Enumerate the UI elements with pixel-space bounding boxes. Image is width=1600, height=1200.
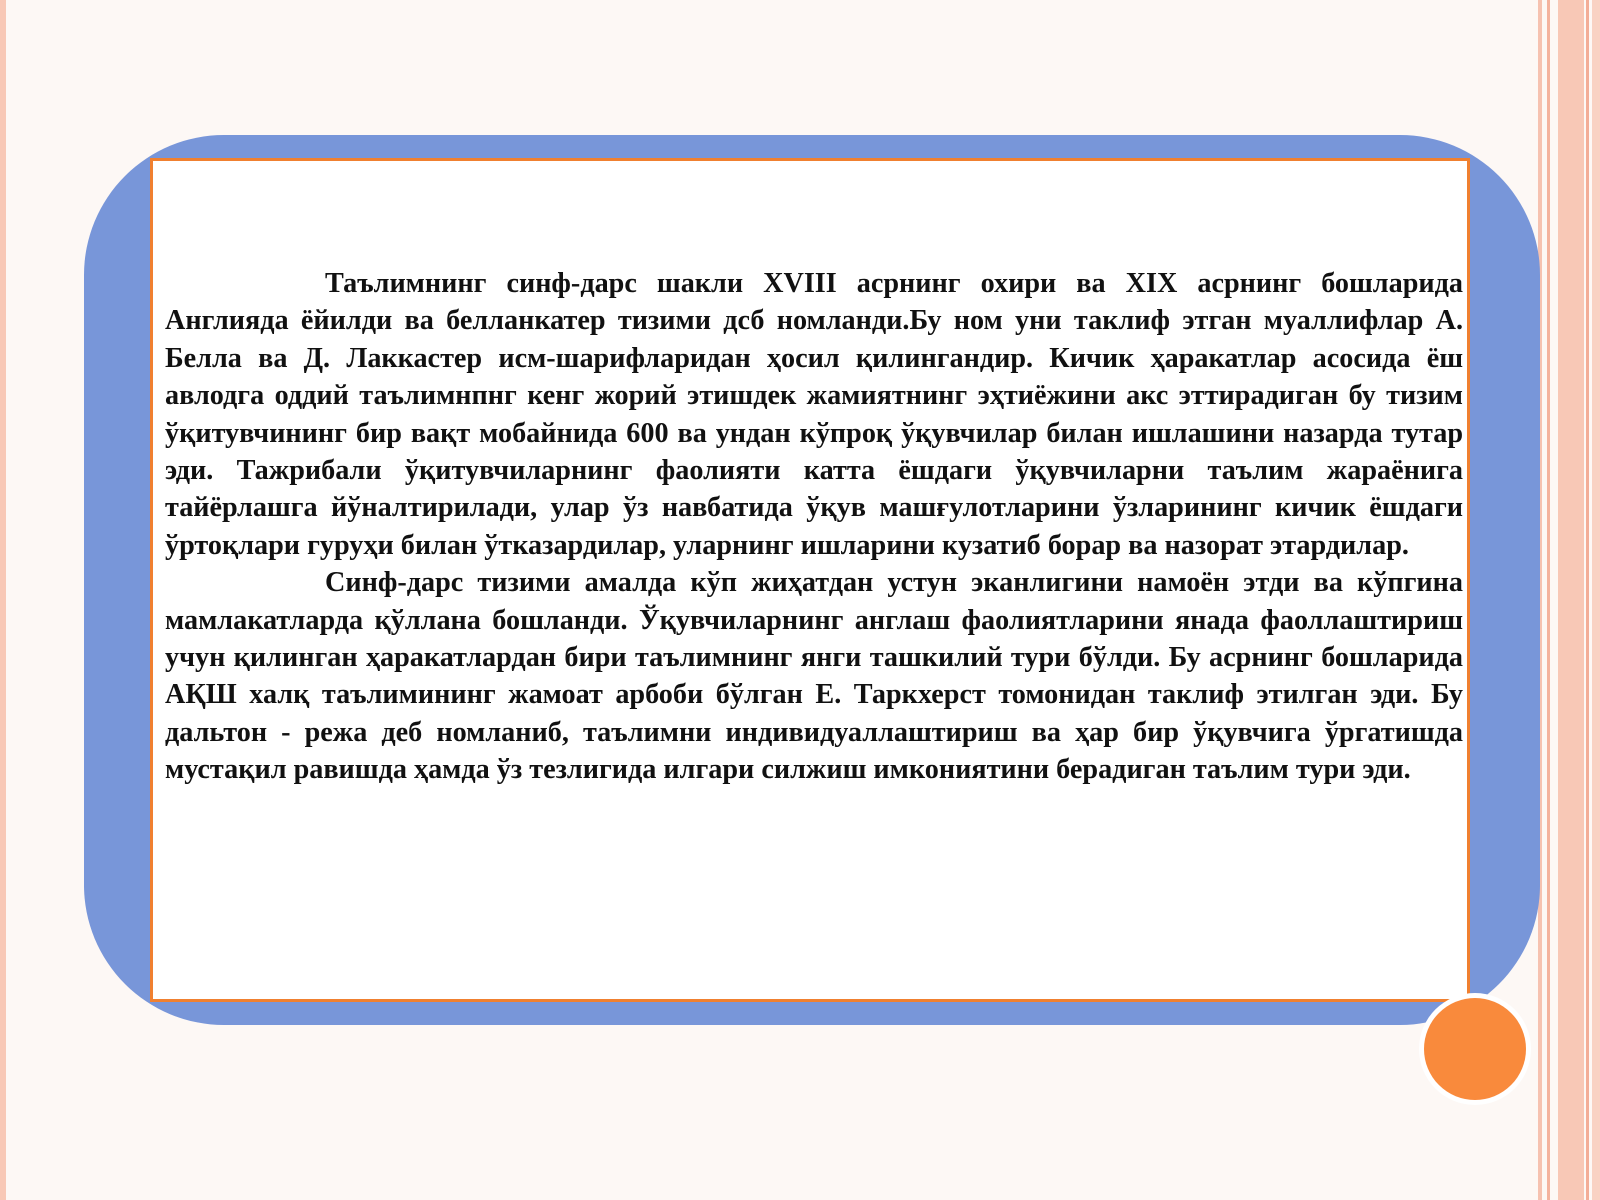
paragraph-2: Синф-дарс тизими амалда кўп жиҳатдан устун эканлигини намоён этди ва кўпгина мамлакатларда қўллана бошланди. Ўқувчиларнинг англаш фаолиятларини янада фаоллаштириш учун қилинган ҳаракатлардан бири таълимнинг янги ташкилий тури бўлди. Бу асрнинг бошларида АҚШ халқ таълимининг жамоат арбоби бўлган Е. Таркхерст томонидан таклиф этилган эди. Бу дальтон - режа деб номланиб, таълимни индивидуаллаштириш ва ҳар бир ўқувчига ўргатишда мустақил равишда ҳамда ўз тезлигида илгари силжиш имкониятини берадиган таълим тури эди. bbox=[165, 567, 1463, 786]
right-edge-stripes bbox=[1538, 0, 1600, 1200]
left-edge-stripe bbox=[0, 0, 6, 1200]
edge-stripe bbox=[1592, 0, 1600, 1200]
edge-stripe bbox=[1547, 0, 1550, 1200]
paragraph-1: Таълимнинг синф-дарс шакли XVIII асрнинг охири ва XIX асрнинг бошларида Англияда ёйилди ва белланкатер тизими дсб номланди.Бу ном уни таклиф этган муаллифлар А. Белла ва Д. Лаккастер исм-шарифларидан ҳосил қилингандир. Кичик ҳаракатлар асосида ёш авлодга оддий таълимнпнг кенг жорий этишдек жамиятнинг эҳтиёжини акс эттирадиган бу тизим ўқитувчининг бир вақт мобайнида 600 ва ундан кўпроқ ўқувчилар билан ишлашини назарда тутар эди. Тажрибали ўқитувчиларнинг фаолияти катта ёшдаги ўқувчиларни таълим жараёнига тайёрлашга йўналтирилади, улар ўз навбатида ўқув машғулотларини ўзларининг кичик ёшдаги ўртоқлари гуруҳи билан ўтказардилар, уларнинг ишларини кузатиб борар ва назорат этардилар. bbox=[165, 268, 1463, 561]
slide-body-text bbox=[165, 265, 1463, 789]
orange-accent-circle bbox=[1424, 998, 1526, 1100]
edge-stripe bbox=[1558, 0, 1584, 1200]
text-panel bbox=[150, 158, 1470, 1002]
edge-stripe bbox=[1586, 0, 1589, 1200]
